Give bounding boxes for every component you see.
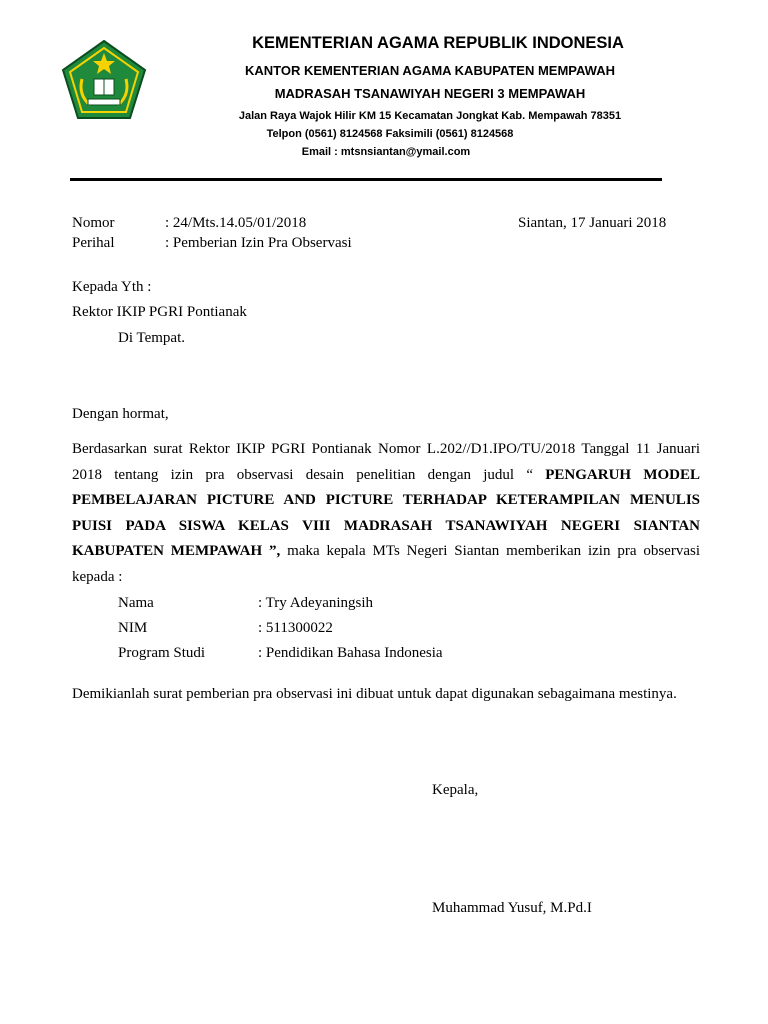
signature-title: Kepala, <box>432 782 479 798</box>
perihal-value: : Pemberian Izin Pra Observasi <box>165 235 352 251</box>
letterhead-line-2: KANTOR KEMENTERIAN AGAMA KABUPATEN MEMPAWAH <box>244 63 615 78</box>
letterhead-line-3: MADRASAH TSANAWIYAH NEGERI 3 MEMPAWAH <box>274 86 586 101</box>
nomor-value: : 24/Mts.14.05/01/2018 <box>165 215 307 231</box>
body-paragraph <box>72 437 700 590</box>
body-outro: maka kepala MTs Negeri Siantan memberikan izin pra observasi kepada : <box>72 543 700 585</box>
place-date: Siantan, 17 Januari 2018 <box>518 215 667 231</box>
greeting: Dengan hormat, <box>72 406 169 422</box>
letterhead-divider <box>70 178 662 181</box>
detail-label-program: Program Studi <box>118 645 206 661</box>
detail-label-nim: NIM <box>118 620 148 636</box>
detail-value-program: : Pendidikan Bahasa Indonesia <box>258 645 443 661</box>
letterhead-line-1: KEMENTERIAN AGAMA REPUBLIK INDONESIA <box>252 34 624 52</box>
letterhead-address: Jalan Raya Wajok Hilir KM 15 Kecamatan Jongkat Kab. Mempawah 78351 <box>238 110 622 122</box>
signature-name: Muhammad Yusuf, M.Pd.I <box>432 900 592 916</box>
letterhead-email: Email : mtsnsiantan@ymail.com <box>301 146 471 158</box>
nomor-label: Nomor <box>72 215 115 231</box>
letterhead-phone: Telpon (0561) 8124568 Faksimili (0561) 8124568 <box>266 128 514 140</box>
body-intro: Berdasarkan surat Rektor IKIP PGRI Pontianak Nomor L.202//D1.IPO/TU/2018 Tanggal 11 Januari 2018 tentang izin pra observasi desain penelitian dengan judul “ <box>72 441 700 483</box>
detail-value-name: : Try Adeyaningsih <box>258 595 374 611</box>
recipient-name: Rektor IKIP PGRI Pontianak <box>72 304 247 320</box>
detail-label-name: Nama <box>118 595 154 611</box>
body-research-title: PENGARUH MODEL PEMBELAJARAN PICTURE AND PICTURE TERHADAP KETERAMPILAN MENULIS PUISI PADA SISWA KELAS VIII MADRASAH TSANAWIYAH NEGERI SIANTAN KABUPATEN MEMPAWAH ”, <box>72 466 701 559</box>
ministry-logo-icon <box>60 39 148 121</box>
perihal-label: Perihal <box>72 235 115 251</box>
letterhead <box>0 0 768 185</box>
closing-sentence: Demikianlah surat pemberian pra observasi ini dibuat untuk dapat digunakan sebagaimana mestinya. <box>72 686 677 702</box>
detail-value-nim: : 511300022 <box>258 620 333 636</box>
recipient-place: Di Tempat. <box>118 330 185 346</box>
recipient-salutation: Kepada Yth : <box>72 279 152 295</box>
